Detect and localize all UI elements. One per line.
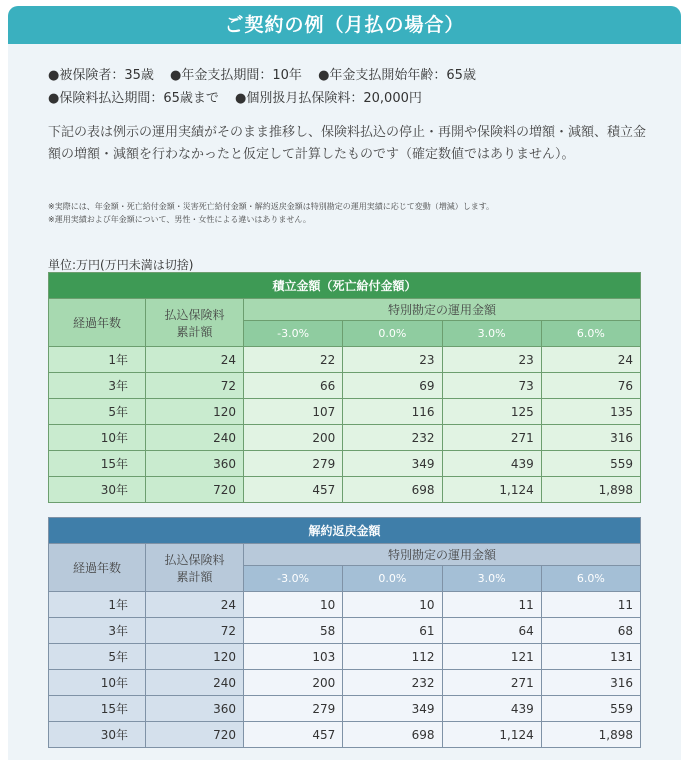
accumulation-table xyxy=(48,272,641,503)
table-row xyxy=(49,451,641,477)
table-row xyxy=(49,696,641,722)
insured-age: ●被保険者：35歳 xyxy=(48,68,154,83)
value-cell: 69 xyxy=(343,373,442,399)
value-cell: 11 xyxy=(442,592,541,618)
value-cell: 1,124 xyxy=(442,722,541,748)
value-cell: 232 xyxy=(343,670,442,696)
paid-cell: 720 xyxy=(146,477,244,503)
year-cell: 30年 xyxy=(49,722,146,748)
header-years: 経過年数 xyxy=(49,299,146,347)
value-cell: 271 xyxy=(442,670,541,696)
paid-cell: 24 xyxy=(146,347,244,373)
year-cell: 1年 xyxy=(49,347,146,373)
year-cell: 30年 xyxy=(49,477,146,503)
year-cell: 1年 xyxy=(49,592,146,618)
pension-start-age: ●年金支払開始年齢：65歳 xyxy=(318,68,476,83)
note-1: ※実際には、年金額・死亡給付金額・災害死亡給付金額・解約返戻金額は特別勘定の運用実績に応じて変動（増減）します。 xyxy=(48,202,495,211)
table-row xyxy=(49,722,641,748)
paid-cell: 360 xyxy=(146,696,244,722)
value-cell: 23 xyxy=(442,347,541,373)
value-cell: 457 xyxy=(244,722,343,748)
value-cell: 349 xyxy=(343,451,442,477)
table-caption: 積立金額（死亡給付金額） xyxy=(49,273,641,299)
value-cell: 439 xyxy=(442,451,541,477)
paid-cell: 24 xyxy=(146,592,244,618)
paid-cell: 360 xyxy=(146,451,244,477)
year-cell: 10年 xyxy=(49,425,146,451)
value-cell: 271 xyxy=(442,425,541,451)
conditions-row-2 xyxy=(48,87,434,106)
value-cell: 64 xyxy=(442,618,541,644)
header-special-account: 特別勘定の運用金額 xyxy=(244,544,641,566)
header-special-account: 特別勘定の運用金額 xyxy=(244,299,641,321)
conditions-row-1 xyxy=(48,64,488,83)
value-cell: 698 xyxy=(343,722,442,748)
header-years: 経過年数 xyxy=(49,544,146,592)
value-cell: 1,898 xyxy=(541,722,640,748)
table-row xyxy=(49,670,641,696)
value-cell: 66 xyxy=(244,373,343,399)
contract-example-card xyxy=(8,6,681,760)
unit-label: 単位:万円(万円未満は切捨) xyxy=(48,258,194,272)
value-cell: 316 xyxy=(541,670,640,696)
value-cell: 61 xyxy=(343,618,442,644)
value-cell: 232 xyxy=(343,425,442,451)
value-cell: 121 xyxy=(442,644,541,670)
value-cell: 1,898 xyxy=(541,477,640,503)
year-cell: 3年 xyxy=(49,373,146,399)
table-row xyxy=(49,592,641,618)
paid-cell: 720 xyxy=(146,722,244,748)
table-row xyxy=(49,347,641,373)
table-row xyxy=(49,644,641,670)
value-cell: 58 xyxy=(244,618,343,644)
payment-period: ●保険料払込期間：65歳まで xyxy=(48,91,219,106)
paid-cell: 240 xyxy=(146,670,244,696)
table-row xyxy=(49,425,641,451)
value-cell: 200 xyxy=(244,670,343,696)
year-cell: 10年 xyxy=(49,670,146,696)
description-text: 下記の表は例示の運用実績がそのまま推移し、保険料払込の停止・再開や保険料の増額・減額、積立金額の増額・減額を行わなかったと仮定して計算したものです（確定数値ではありません）。 xyxy=(48,125,647,162)
header-rate: 6.0% xyxy=(541,566,640,592)
table-row xyxy=(49,399,641,425)
pension-period: ●年金支払期間：10年 xyxy=(170,68,302,83)
header-paid: 払込保険料 累計額 xyxy=(146,299,244,347)
header-rate: -3.0% xyxy=(244,321,343,347)
year-cell: 5年 xyxy=(49,644,146,670)
surrender-value-table xyxy=(48,517,641,748)
year-cell: 3年 xyxy=(49,618,146,644)
value-cell: 11 xyxy=(541,592,640,618)
paid-cell: 72 xyxy=(146,618,244,644)
value-cell: 22 xyxy=(244,347,343,373)
year-cell: 15年 xyxy=(49,696,146,722)
monthly-premium: ●個別扱月払保険料：20,000円 xyxy=(235,91,422,106)
value-cell: 23 xyxy=(343,347,442,373)
paid-cell: 120 xyxy=(146,399,244,425)
value-cell: 107 xyxy=(244,399,343,425)
value-cell: 200 xyxy=(244,425,343,451)
header-rate: 0.0% xyxy=(343,566,442,592)
value-cell: 103 xyxy=(244,644,343,670)
header-paid: 払込保険料 累計額 xyxy=(146,544,244,592)
header-rate: 3.0% xyxy=(442,321,541,347)
value-cell: 116 xyxy=(343,399,442,425)
value-cell: 559 xyxy=(541,696,640,722)
value-cell: 76 xyxy=(541,373,640,399)
value-cell: 10 xyxy=(244,592,343,618)
header-rate: 6.0% xyxy=(541,321,640,347)
value-cell: 457 xyxy=(244,477,343,503)
value-cell: 279 xyxy=(244,451,343,477)
paid-cell: 72 xyxy=(146,373,244,399)
value-cell: 125 xyxy=(442,399,541,425)
value-cell: 24 xyxy=(541,347,640,373)
value-cell: 559 xyxy=(541,451,640,477)
year-cell: 15年 xyxy=(49,451,146,477)
value-cell: 1,124 xyxy=(442,477,541,503)
header-rate: 0.0% xyxy=(343,321,442,347)
header-rate: -3.0% xyxy=(244,566,343,592)
value-cell: 316 xyxy=(541,425,640,451)
value-cell: 439 xyxy=(442,696,541,722)
value-cell: 68 xyxy=(541,618,640,644)
paid-cell: 120 xyxy=(146,644,244,670)
year-cell: 5年 xyxy=(49,399,146,425)
value-cell: 112 xyxy=(343,644,442,670)
table-row xyxy=(49,477,641,503)
table-row xyxy=(49,373,641,399)
header-rate: 3.0% xyxy=(442,566,541,592)
value-cell: 135 xyxy=(541,399,640,425)
value-cell: 73 xyxy=(442,373,541,399)
value-cell: 698 xyxy=(343,477,442,503)
page-title: ご契約の例（月払の場合） xyxy=(8,6,681,44)
value-cell: 131 xyxy=(541,644,640,670)
table-caption: 解約返戻金額 xyxy=(49,518,641,544)
value-cell: 10 xyxy=(343,592,442,618)
paid-cell: 240 xyxy=(146,425,244,451)
value-cell: 279 xyxy=(244,696,343,722)
note-2: ※運用実績および年金額について、男性・女性による違いはありません。 xyxy=(48,215,311,224)
table-row xyxy=(49,618,641,644)
value-cell: 349 xyxy=(343,696,442,722)
